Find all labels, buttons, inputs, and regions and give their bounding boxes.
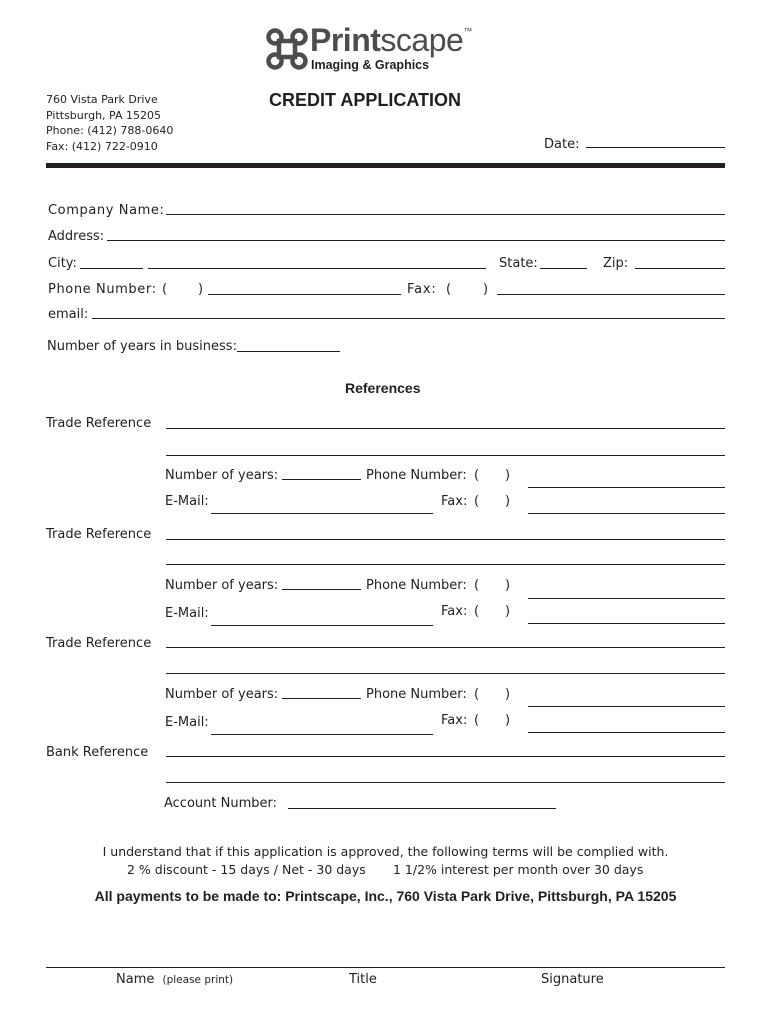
trade-reference-3-fax-paren-close: ) [505,713,511,728]
email-field[interactable] [92,318,725,319]
trade-reference-3-phone-field[interactable] [528,706,725,707]
fax-paren-open: ( [446,282,452,297]
printscape-logo-icon [266,28,308,70]
page-title: CREDIT APPLICATION [269,90,461,110]
company-name-field[interactable] [166,214,725,215]
trade-reference-2-fax-paren-open: ( [474,604,480,619]
header-divider [46,163,725,168]
date-label: Date: [544,137,580,152]
trade-reference-3-address-field[interactable] [166,673,725,674]
state-field[interactable] [540,268,587,269]
state-label: State: [499,256,538,271]
city-label: City: [48,256,77,271]
trade-reference-1-phone-label: Phone Number: [366,468,467,483]
bank-reference-label: Bank Reference [46,745,149,760]
terms-statement: I understand that if this application is approved, the following terms will be complied with. [102,844,669,859]
trade-reference-2-address-field[interactable] [166,564,725,565]
trade-reference-3-email-field[interactable] [211,734,433,735]
references-title: References [345,380,421,396]
phone-field[interactable] [208,294,401,295]
city-field[interactable] [80,268,143,269]
trade-reference-2-fax-label: Fax: [441,604,468,619]
trade-reference-3-phone-paren-open: ( [474,687,480,702]
address-fax: Fax: (412) 722-0910 [46,139,158,153]
fax-field[interactable] [497,294,725,295]
trade-reference-1-fax-paren-close: ) [505,494,511,509]
name-label-text: Name [116,972,155,987]
city-field-extension[interactable] [148,268,486,269]
zip-field[interactable] [635,268,725,269]
address-phone: Phone: (412) 788-0640 [46,124,174,137]
trade-reference-1-years-label: Number of years: [165,468,279,483]
bank-reference-name-field[interactable] [166,756,725,757]
payment-instructions: All payments to be made to: Printscape, Inc., 760 Vista Park Drive, Pittsburgh, PA 15205 [94,888,677,904]
address-field[interactable] [107,240,725,241]
trade-reference-2-name-field[interactable] [166,539,725,540]
trade-reference-2-label: Trade Reference [46,527,152,542]
zip-label: Zip: [603,256,629,271]
trade-reference-1-fax-field[interactable] [528,513,725,514]
brand-tagline: Imaging & Graphics [311,58,430,72]
years-in-business-field[interactable] [237,351,340,352]
trade-reference-2-phone-field[interactable] [528,598,725,599]
trade-reference-2-phone-paren-close: ) [505,578,511,593]
trade-reference-3-name-field[interactable] [166,647,725,648]
signature-line[interactable] [46,967,725,968]
trade-reference-3-fax-paren-open: ( [474,713,480,728]
trade-reference-3-fax-label: Fax: [441,713,468,728]
trade-reference-1-fax-label: Fax: [441,494,468,509]
terms-discount: 2 % discount - 15 days / Net - 30 days [127,862,366,877]
trade-reference-2-phone-label: Phone Number: [366,578,467,593]
trade-reference-1-email-label: E-Mail: [165,494,209,509]
trade-reference-3-years-field[interactable] [282,698,361,699]
trade-reference-1-phone-paren-close: ) [505,468,511,483]
account-number-field[interactable] [288,808,556,809]
trade-reference-1-address-field[interactable] [166,455,725,456]
trade-reference-3-fax-field[interactable] [528,732,725,733]
address-street: 760 Vista Park Drive [46,93,158,106]
title-label: Title [349,972,377,987]
trade-reference-3-email-label: E-Mail: [165,715,209,730]
address-label: Address: [48,229,105,244]
trade-reference-1-label: Trade Reference [46,416,152,431]
phone-label: Phone Number: [48,282,157,297]
trade-reference-2-phone-paren-open: ( [474,578,480,593]
company-name-label: Company Name: [48,203,165,218]
trade-reference-2-years-field[interactable] [282,589,361,590]
trade-reference-1-years-field[interactable] [282,479,361,480]
trade-reference-2-years-label: Number of years: [165,578,279,593]
terms-interest: 1 1/2% interest per month over 30 days [393,862,644,877]
address-city: Pittsburgh, PA 15205 [46,108,161,122]
phone-paren-close: ) [198,282,204,297]
fax-label: Fax: [407,282,437,297]
trade-reference-2-fax-paren-close: ) [505,604,511,619]
account-number-label: Account Number: [164,796,277,811]
trade-reference-1-fax-paren-open: ( [474,494,480,509]
trade-reference-3-years-label: Number of years: [165,687,279,702]
trade-reference-3-phone-label: Phone Number: [366,687,467,702]
trade-reference-1-email-field[interactable] [211,513,433,514]
company-address [46,92,173,154]
fax-paren-close: ) [483,282,489,297]
trade-reference-2-fax-field[interactable] [528,623,725,624]
name-label [116,972,233,987]
email-label: email: [48,307,89,322]
trade-reference-1-phone-field[interactable] [528,487,725,488]
bank-reference-address-field[interactable] [166,782,725,783]
trade-reference-2-email-label: E-Mail: [165,606,209,621]
brand-name: Printscape™ [310,22,472,58]
date-field[interactable] [586,147,725,148]
trade-reference-1-phone-paren-open: ( [474,468,480,483]
trade-reference-3-phone-paren-close: ) [505,687,511,702]
trade-reference-1-name-field[interactable] [166,428,725,429]
signature-label: Signature [541,972,604,987]
years-in-business-label: Number of years in business: [47,339,237,354]
phone-paren-open: ( [162,282,168,297]
name-hint: (please print) [162,974,234,986]
trade-reference-2-email-field[interactable] [211,625,433,626]
trade-reference-3-label: Trade Reference [46,636,152,651]
